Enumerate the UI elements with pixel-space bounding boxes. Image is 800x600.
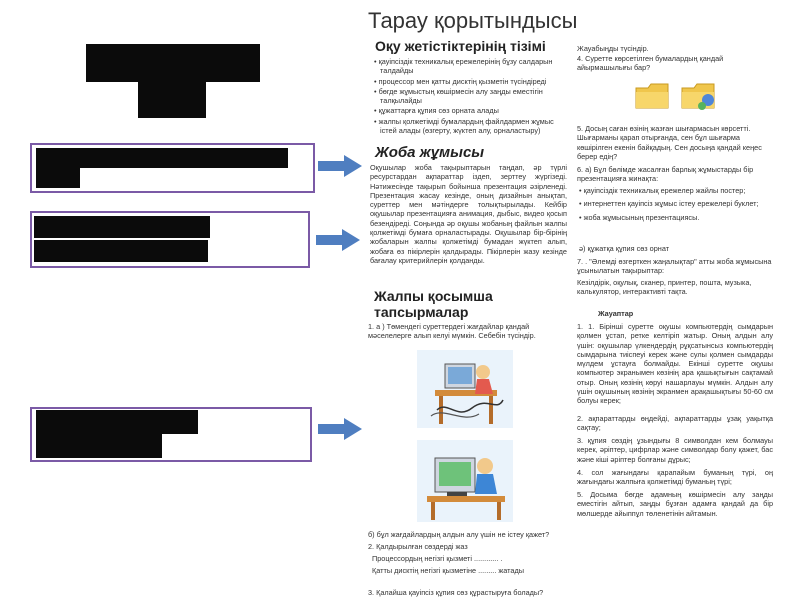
redaction-block-2b — [34, 240, 208, 262]
redaction-block-2 — [34, 216, 210, 238]
arrow-right-icon — [318, 155, 362, 177]
question-6-items — [577, 186, 773, 223]
answer-3: 3. құпия сөздің ұзындығы 8 символдан кем болмауы керек, әріптер, цифрлар және символдар болу қажет, бас және кіші әріптер болғаны дұрыс; — [577, 436, 773, 464]
task-q2a: Процессордың негізгі қызметі ............ . — [372, 554, 503, 563]
question-6b: ә) құжатқа құпия сөз орнат — [579, 244, 670, 253]
redaction-block-top-2 — [138, 82, 206, 118]
answer-4: 4. сол жағындағы қарапайым буманың түрі, оң жағындағы жалпыға қолжетімді буманың түрі; — [577, 468, 773, 487]
task-q1b: б) бұл жағдайлардың алдын алу үшін не істеу қажет? — [368, 530, 550, 539]
answer-5: 5. Досыма бөгде адамның көшірмесін алу заңды еместігін айтып, заңды бұзған адамға қандай да бір мөлшерде айыппұл төленетінін айтамын. — [577, 490, 773, 518]
redaction-block-1 — [36, 148, 288, 168]
shared-folder-icon — [680, 78, 720, 114]
right-top-text: Жауабыңды түсіндір. — [577, 44, 649, 53]
achievement-item: • процессор мен қатты дисктің қызметін түсіндіреді — [374, 76, 547, 86]
q6-item: • қауіпсіздік техникалық ережелер жайлы постер; — [579, 186, 746, 195]
achievement-item: • жалпы қолжетімді бумалардың файлдармен жұмыс істей алады (өзгерту, жүктеп алу, орналастыру) — [374, 116, 554, 136]
achievement-item: • бөгде жұмыстың көшірмесін алу заңды еместігін талқылайды — [374, 86, 543, 106]
child-cables-illustration — [417, 350, 513, 428]
q6-item: • интернеттен қауіпсіз жұмыс істеу ережелері буклет; — [579, 199, 759, 209]
task-q2: 2. Қалдырылған сөздерді жаз — [368, 542, 468, 551]
q6-item: • жоба жұмысының презентациясы. — [579, 212, 700, 222]
redaction-block-1b — [36, 168, 80, 188]
question-4: 4. Суретте көрсетілген бумалардың қандай айырмашылығы бар? — [577, 54, 724, 73]
task-q3: 3. Қалайша қауіпсіз құпия сөз құрастыруға болады? — [368, 588, 544, 597]
redaction-block-3 — [36, 410, 198, 434]
question-5: 5. Досың саған өзінің жазған шығармасын көрсетті. Шығарманы қарап отырғанда, сен бұл шығарма көшірілген екенін байқадың. Сен досыңа қандай кеңес берер едің? — [577, 124, 762, 161]
arrow-right-icon — [318, 418, 362, 440]
tasks-heading: Жалпы қосымша тапсырмалар — [374, 288, 493, 320]
achievement-item: • құжаттарға құпия сөз орната алады — [374, 106, 499, 116]
task-q1: 1. а ) Төмендегі суреттердегі жағдайлар қандай мәселелерге алып келуі мүмкін. Себебін түсіндір. — [368, 322, 536, 341]
question-7: 7. . "Әлемді өзгерткен жаңалықтар" атты жоба жұмысына ұсынылатын тақырыптар: — [577, 257, 772, 276]
arrow-right-icon — [316, 229, 360, 251]
answers-heading: Жауаптар — [598, 309, 634, 318]
question-6: 6. а) Бұл бөлімде жасалған барлық жұмыстарды бір презентацияға жинақта: — [577, 165, 754, 184]
redaction-block-3b — [36, 434, 162, 458]
project-heading: Жоба жұмысы — [375, 144, 485, 161]
answer-1: 1. 1. Бірінші суретте оқушы компьютердің сымдарын қолмен ұстап, ретке келтіріп жатыр. Оның алдын алу үшін: оқушылар үлкендердің рұқсатынсыз компьютердің сымдарына тиіспеуі керек және сулы қолмен сымдарды мүлдем ұстауға болмайды. Екінші суретте оқушы компьютер экранымен көзінің ара қашықтығын сақтамай отыр. Оның көзінің көруі нашарлауы мүмкін. Алдын алу үшін оқушының көзінің экранмен арақашықтығы 50-60 см болуы керек; — [577, 322, 773, 406]
project-text: Оқушылар жоба тақырыптарын таңдап, әр түрлі ресурстардан ақпараттар іздеп, зерттеу жүргізеді. Нәтижесінде тақырып бойынша презентация әзірленеді. Презентация жасау кезінде, оның дизайнын анықтап, суреттер мен мәтіндерге толықтырылады. Кейбір оқушылар презентацияға анимация, дыбыс, видео қосып безендіреді. Соңында әр оқушы жобаның файлын жалпы қолжетімді бумаға орналастырады. Оқушылар бір-бірінің жобаларын жалпы қолжетімді бумадан жүктеп алып, жобаға өз пікірлерін қалдырады. Пікірлерін жазу кезінде бағалау критерийлерін қолданды. — [370, 163, 567, 265]
answer-2: 2. ақпараттарды өңдейді, ақпараттарды ұзақ уақытқа сақтау; — [577, 414, 773, 433]
child-screen-illustration — [417, 440, 513, 522]
achievements-heading: Оқу жетістіктерінің тізімі — [375, 38, 546, 54]
folder-icon — [634, 80, 670, 112]
page-title: Тарау қорытындысы — [368, 8, 578, 33]
task-q2b: Қатты дисктің негізгі қызметіне ......... жатады — [372, 566, 524, 575]
achievement-item: • қауіпсіздік техникалық ережелерінің бұзу салдарын талдайды — [374, 57, 553, 76]
achievements-list — [372, 57, 572, 136]
question-7-list: Кезілдірік, оқулық, сканер, принтер, пошта, музыка, калькулятор, интерактивті тақта. — [577, 278, 752, 297]
redaction-block-top — [86, 44, 260, 82]
